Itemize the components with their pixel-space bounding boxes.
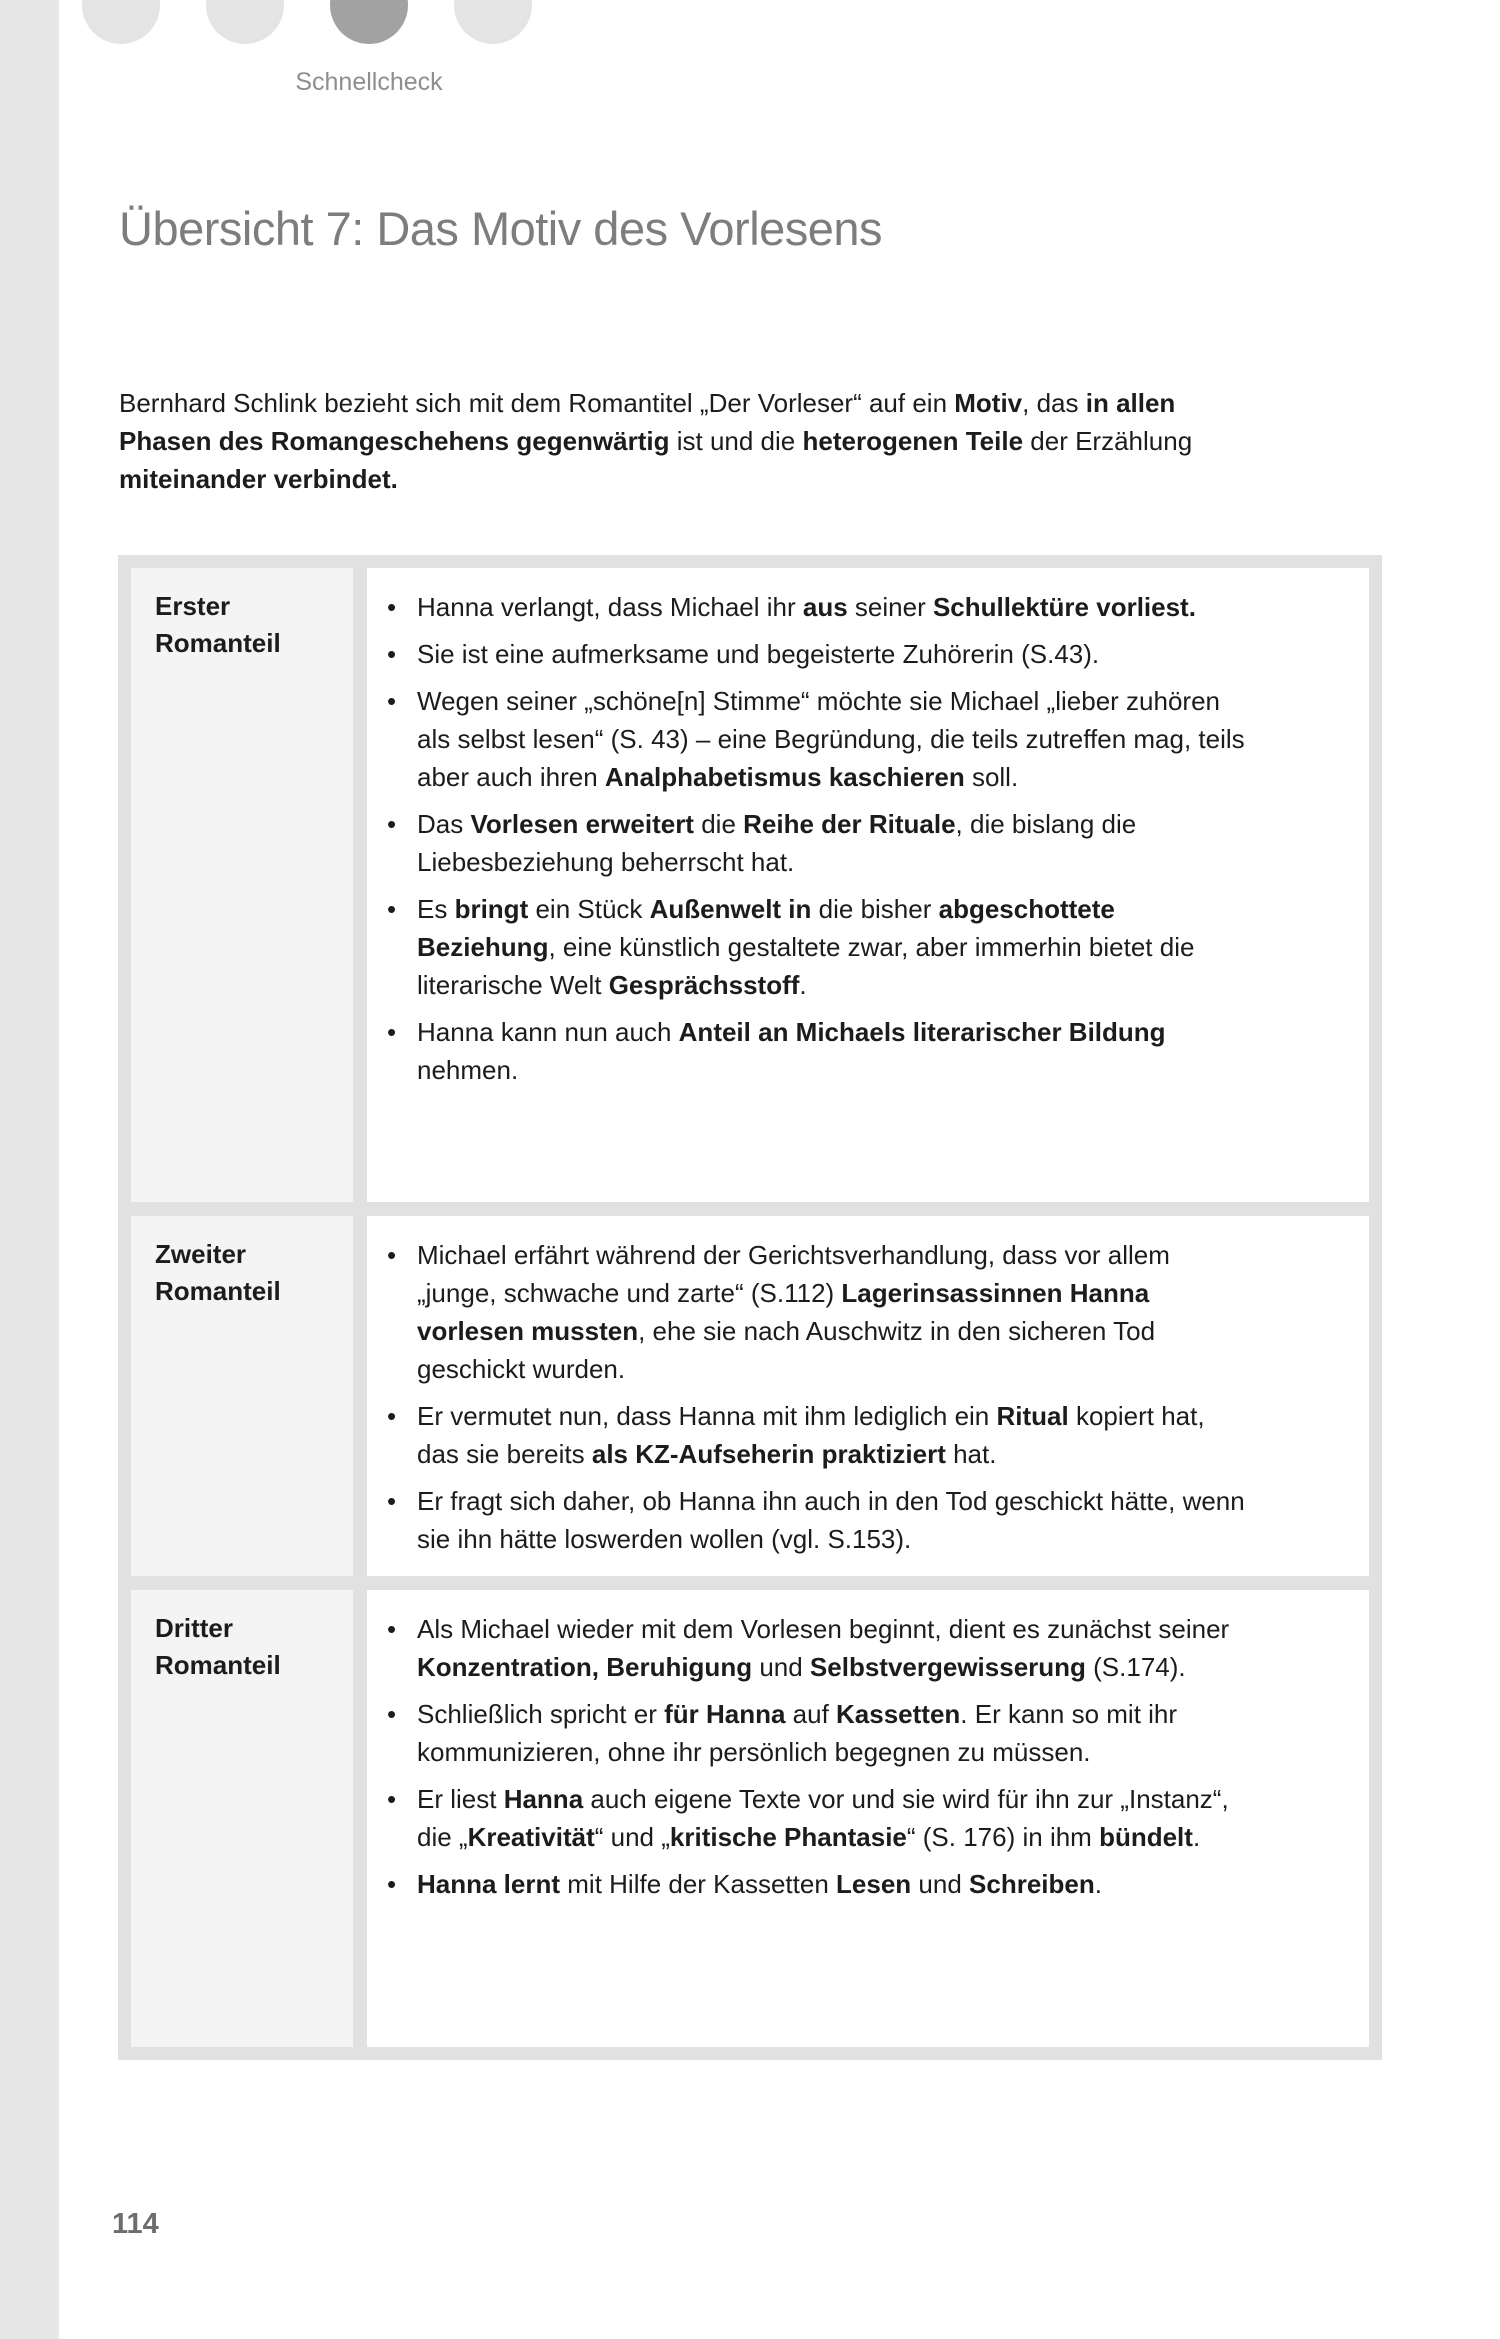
bold-text-segment: Lesen	[836, 1869, 912, 1899]
page-title: Übersicht 7: Das Motiv des Vorlesens	[119, 202, 883, 255]
bullet-item	[383, 1013, 1339, 1089]
bold-text-segment: Kreativität	[467, 1822, 595, 1852]
bullet-item	[383, 682, 1339, 796]
bold-text-segment: Kassetten	[836, 1699, 961, 1729]
bullet-text	[417, 805, 1247, 881]
bullet-text	[417, 1865, 1102, 1903]
text-segment: .	[799, 970, 807, 1000]
overview-table	[118, 555, 1382, 2060]
active-section-dot	[330, 0, 408, 44]
bullet-marker: •	[387, 1240, 397, 1270]
row-label: Dritter Romanteil	[131, 1590, 353, 2047]
bold-text-segment: Hanna	[503, 1784, 584, 1814]
bold-text-segment: Reihe der Rituale	[743, 809, 956, 839]
text-segment: Michael erfährt während der Gerichtsverhandlung, dass vor allem „junge, schwache und zarte“ (S.112)	[417, 1240, 1170, 1308]
bullet-item	[383, 588, 1339, 626]
bold-text-segment: heterogenen Teile	[802, 426, 1024, 456]
bullet-marker: •	[387, 1699, 397, 1729]
text-segment: Als Michael wieder mit dem Vorlesen beginnt, dient es zunächst seiner	[417, 1614, 1230, 1644]
table-row	[131, 568, 1369, 1202]
bullet-text	[417, 1482, 1247, 1558]
bullet-text	[417, 635, 1099, 673]
bold-text-segment: in allen Phasen des Romangeschehens gegenwärtig	[119, 388, 1176, 456]
bullet-marker: •	[387, 1784, 397, 1814]
section-dot	[82, 0, 160, 44]
text-segment: Es	[417, 894, 455, 924]
bold-text-segment: bündelt	[1099, 1822, 1193, 1852]
bullet-item	[383, 1397, 1339, 1473]
page-number: 114	[112, 2208, 159, 2240]
bullet-text	[417, 1013, 1247, 1089]
bold-text-segment: für Hanna	[664, 1699, 786, 1729]
text-segment: .	[1192, 1822, 1201, 1852]
bullet-item	[383, 890, 1339, 1004]
text-segment: seiner	[847, 592, 933, 622]
bold-text-segment: kritische Phantasie	[669, 1822, 907, 1852]
bullet-marker: •	[387, 639, 397, 669]
bullet-list	[383, 588, 1339, 1089]
bold-text-segment: Hanna lernt	[417, 1869, 561, 1899]
text-segment: Hanna kann nun auch	[417, 1017, 679, 1047]
bullet-text	[417, 1695, 1247, 1771]
schnellcheck-tab-label: Schnellcheck	[295, 68, 443, 96]
bullet-list	[383, 1610, 1339, 1903]
text-segment: , ehe sie nach Auschwitz in den sicheren Tod geschickt wurden.	[417, 1316, 1156, 1384]
bullet-text	[417, 588, 1196, 626]
row-content	[367, 1216, 1369, 1576]
text-segment: Das	[417, 809, 471, 839]
text-segment: Hanna verlangt, dass Michael ihr	[417, 592, 803, 622]
text-segment: ein Stück	[528, 894, 650, 924]
bullet-marker: •	[387, 1017, 397, 1047]
bullet-item	[383, 1695, 1339, 1771]
text-segment: “ und „	[594, 1822, 670, 1852]
bold-text-segment: Motiv	[954, 388, 1023, 418]
bullet-marker: •	[387, 592, 397, 622]
bullet-marker: •	[387, 686, 397, 716]
row-label: Erster Romanteil	[131, 568, 353, 1202]
page-edge-strip	[0, 0, 59, 2339]
text-segment: , das	[1022, 388, 1086, 418]
bold-text-segment: Außenwelt in	[649, 894, 812, 924]
text-segment: und	[911, 1869, 970, 1899]
bold-text-segment: Gesprächsstoff	[608, 970, 800, 1000]
text-segment: soll.	[964, 762, 1019, 792]
bullet-item	[383, 1865, 1339, 1903]
text-segment: Schließlich spricht er	[417, 1699, 665, 1729]
text-segment: auch eigene Texte vor und sie wird für ihn zur „Instanz“, die „	[417, 1784, 1229, 1852]
bold-text-segment: Vorlesen erweitert	[470, 809, 694, 839]
intro-paragraph	[119, 384, 1249, 498]
bold-text-segment: Schullektüre vorliest.	[932, 592, 1196, 622]
text-segment: Er liest	[417, 1784, 504, 1814]
bold-text-segment: Schreiben	[969, 1869, 1095, 1899]
section-dot	[206, 0, 284, 44]
text-segment: mit Hilfe der Kassetten	[560, 1869, 837, 1899]
text-segment: die	[693, 809, 744, 839]
section-progress-dots	[82, 0, 532, 44]
text-segment: (S.174).	[1085, 1652, 1186, 1682]
text-segment: .	[1094, 1869, 1102, 1899]
row-label: Zweiter Romanteil	[131, 1216, 353, 1576]
text-segment: und	[752, 1652, 810, 1682]
bullet-list	[383, 1236, 1339, 1558]
text-segment: Er fragt sich daher, ob Hanna ihn auch in den Tod geschickt hätte, wenn sie ihn hätte loswerden wollen (vgl. S.153).	[417, 1486, 1245, 1554]
text-segment: die bisher	[811, 894, 939, 924]
bold-text-segment: miteinander verbindet.	[119, 464, 398, 494]
bold-text-segment: abgeschottete Beziehung	[417, 894, 1115, 962]
section-dot	[454, 0, 532, 44]
bullet-text	[417, 1236, 1247, 1388]
text-segment: nehmen.	[417, 1055, 519, 1085]
bullet-item	[383, 805, 1339, 881]
table-row	[131, 1216, 1369, 1576]
bullet-marker: •	[387, 1486, 397, 1516]
text-segment: der Erzählung	[1023, 426, 1193, 456]
bullet-marker: •	[387, 894, 397, 924]
text-segment: . Er kann so mit ihr kommunizieren, ohne ihr persönlich begegnen zu müssen.	[417, 1699, 1178, 1767]
text-segment: ist und die	[669, 426, 803, 456]
text-segment: , die bislang die Liebesbeziehung beherrscht hat.	[417, 809, 1137, 877]
bold-text-segment: Anteil an Michaels literarischer Bildung	[678, 1017, 1166, 1047]
bullet-text	[417, 1397, 1247, 1473]
bold-text-segment: Lagerinsassinnen Hanna vorlesen mussten	[417, 1278, 1150, 1346]
bold-text-segment: aus	[802, 592, 848, 622]
text-segment: Er vermutet nun, dass Hanna mit ihm lediglich ein	[417, 1401, 997, 1431]
text-segment: Wegen seiner „schöne[n] Stimme“ möchte sie Michael „lieber zuhören als selbst lesen“ (S. 43) – eine Begründung, die teils zutreffen mag, teils aber auch ihren	[417, 686, 1245, 792]
text-segment: Sie ist eine aufmerksame und begeisterte Zuhörerin (S.43).	[417, 639, 1100, 669]
bullet-text	[417, 1610, 1247, 1686]
bullet-item	[383, 1236, 1339, 1388]
bold-text-segment: Analphabetismus kaschieren	[604, 762, 965, 792]
bullet-marker: •	[387, 1401, 397, 1431]
bold-text-segment: als KZ-Aufseherin praktiziert	[591, 1439, 946, 1469]
bold-text-segment: Konzentration, Beruhigung	[417, 1652, 753, 1682]
bold-text-segment: bringt	[454, 894, 529, 924]
bullet-marker: •	[387, 809, 397, 839]
bold-text-segment: Selbstvergewisserung	[809, 1652, 1086, 1682]
text-segment: kopiert hat, das sie bereits	[417, 1401, 1205, 1469]
bullet-item	[383, 1610, 1339, 1686]
text-segment: hat.	[945, 1439, 997, 1469]
text-segment: “ (S. 176) in ihm	[906, 1822, 1100, 1852]
row-content	[367, 568, 1369, 1202]
bullet-text	[417, 682, 1247, 796]
table-row	[131, 1590, 1369, 2047]
bullet-marker: •	[387, 1614, 397, 1644]
bullet-item	[383, 635, 1339, 673]
bullet-marker: •	[387, 1869, 397, 1899]
bullet-text	[417, 1780, 1247, 1856]
bullet-item	[383, 1780, 1339, 1856]
bold-text-segment: Ritual	[996, 1401, 1069, 1431]
text-segment: auf	[785, 1699, 837, 1729]
bullet-item	[383, 1482, 1339, 1558]
bullet-text	[417, 890, 1247, 1004]
text-segment: Bernhard Schlink bezieht sich mit dem Romantitel „Der Vorleser“ auf ein	[119, 388, 955, 418]
row-content	[367, 1590, 1369, 2047]
text-segment: , eine künstlich gestaltete zwar, aber immerhin bietet die literarische Welt	[417, 932, 1195, 1000]
